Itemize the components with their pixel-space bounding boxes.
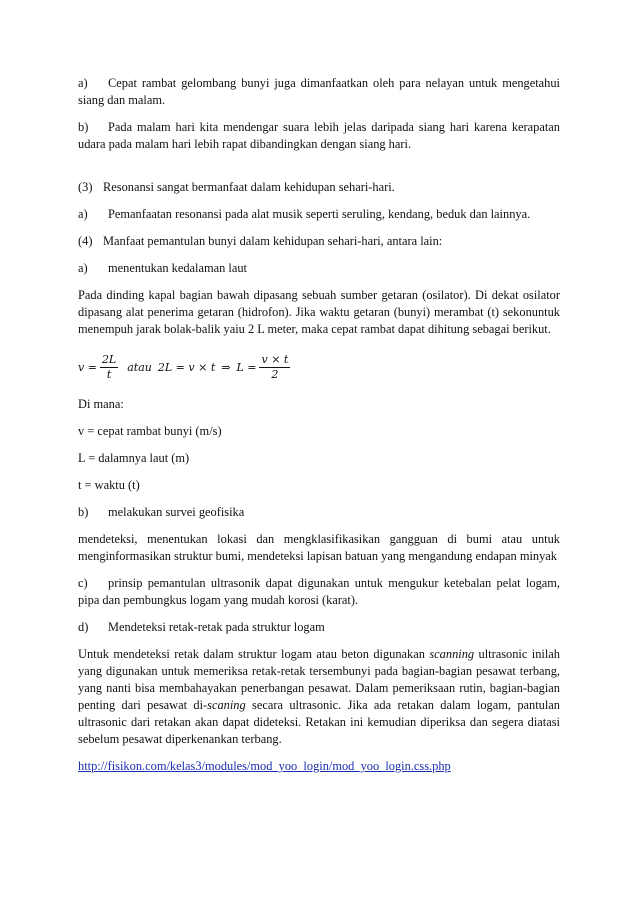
list-marker: a) — [78, 76, 88, 90]
list-marker: a) — [78, 261, 88, 275]
list-item-c-ultrasonik — [78, 575, 560, 609]
formula-v: v = — [78, 360, 97, 374]
formula-depth — [78, 348, 560, 386]
list-text: melakukan survei geofisika — [108, 505, 245, 519]
list-text: menentukan kedalaman laut — [108, 261, 247, 275]
paragraph-geofisika: mendeteksi, menentukan lokasi dan mengklasifikasikan gangguan di bumi atau untuk menginformasikan struktur bumi, mendeteksi lapisan batuan yang mengandung endapan minyak — [78, 532, 560, 563]
source-link[interactable]: http://fisikon.com/kelas3/modules/mod_yoo_login/mod_yoo_login.css.php — [78, 759, 451, 773]
list-marker: b) — [78, 505, 89, 519]
emphasis-scaning: scaning — [207, 698, 246, 712]
definition-v: v = cepat rambat bunyi (m/s) — [78, 424, 222, 438]
formula-denominator: 2 — [271, 367, 279, 381]
formula-fraction-2l-over-t — [100, 353, 118, 382]
paragraph-sonar: Pada dinding kapal bagian bawah dipasang sebuah sumber getaran (osilator). Di dekat osilator dipasang alat penerima getaran (hidrofon). Jika waktu getaran (bunyi) merambat (t) sekonuntuk menempuh jarak bolak-balik yaiu 2 L meter, maka cepat rambat dapat dihitung sebagai berikut. — [78, 288, 560, 336]
list-text: prinsip pemantulan ultrasonik dapat digunakan untuk mengukur ketebalan pelat logam, pipa dan pembungkus logam yang mudah korosi (karat). — [78, 576, 560, 607]
document-page — [78, 75, 560, 785]
formula-atau: atau — [127, 360, 152, 374]
list-text: Resonansi sangat bermanfaat dalam kehidupan sehari-hari. — [103, 180, 395, 194]
label-di-mana: Di mana: — [78, 397, 124, 411]
list-item-a-resonansi — [78, 206, 560, 223]
numbered-item-3 — [78, 179, 560, 196]
definition-l: L = dalamnya laut (m) — [78, 451, 190, 465]
source-link-paragraph — [78, 758, 560, 775]
paragraph-retak — [78, 646, 560, 748]
list-marker: a) — [78, 207, 88, 221]
formula-l: L = — [236, 360, 257, 374]
paragraph-text: Untuk mendeteksi retak dalam struktur logam atau beton digunakan — [78, 647, 430, 661]
list-marker: (4) — [78, 234, 93, 248]
list-marker: c) — [78, 576, 88, 590]
list-text: Manfaat pemantulan bunyi dalam kehidupan sehari-hari, antara lain: — [103, 234, 443, 248]
list-marker: b) — [78, 120, 89, 134]
numbered-item-4 — [78, 233, 560, 250]
list-text: Pemanfaatan resonansi pada alat musik seperti seruling, kendang, beduk dan lainnya. — [108, 207, 531, 221]
formula-numerator: 2L — [101, 352, 117, 366]
list-marker: (3) — [78, 180, 93, 194]
paragraph-text: ultrasonic inilah yang digunakan untuk memeriksa retak-retak tersembunyi pada bagian-bagian pesawat terbang, yang nanti bisa membahayakan penerbangan pesawat. Dalam pemeriksaan rutin, bagian-bagian penting dari pesawat di- — [78, 647, 560, 712]
list-text: Cepat rambat gelombang bunyi juga dimanfaatkan oleh para nelayan untuk mengetahui siang dan malam. — [78, 76, 560, 107]
formula-denominator: t — [106, 367, 112, 381]
formula-middle: 2L = v × t — [157, 360, 216, 374]
list-item-d-retak-logam — [78, 619, 560, 636]
implies-arrow-icon: ⇒ — [221, 360, 231, 374]
emphasis-scanning: scanning — [429, 647, 475, 661]
list-item-b-malam-hari — [78, 119, 560, 153]
list-text: Mendeteksi retak-retak pada struktur logam — [108, 620, 325, 634]
list-item-b-survei-geofisika — [78, 504, 560, 521]
formula-fraction-vt-over-2 — [259, 353, 290, 382]
paragraph-text: secara ultrasonic. Jika ada retakan dalam logam, pantulan ultrasonic dari retakan akan dapat dideteksi. Retakan ini kemudian diperiksa dan segera diatasi sebelum pesawat diperkenankan terbang. — [78, 698, 560, 746]
list-item-a-kedalaman-laut — [78, 260, 560, 277]
list-marker: d) — [78, 620, 89, 634]
definition-t: t = waktu (t) — [78, 478, 140, 492]
list-item-a-cepat-rambat — [78, 75, 560, 109]
list-text: Pada malam hari kita mendengar suara lebih jelas daripada siang hari karena kerapatan udara pada malam hari lebih rapat dibandingkan dengan siang hari. — [78, 120, 560, 151]
formula-numerator: v × t — [261, 352, 289, 366]
